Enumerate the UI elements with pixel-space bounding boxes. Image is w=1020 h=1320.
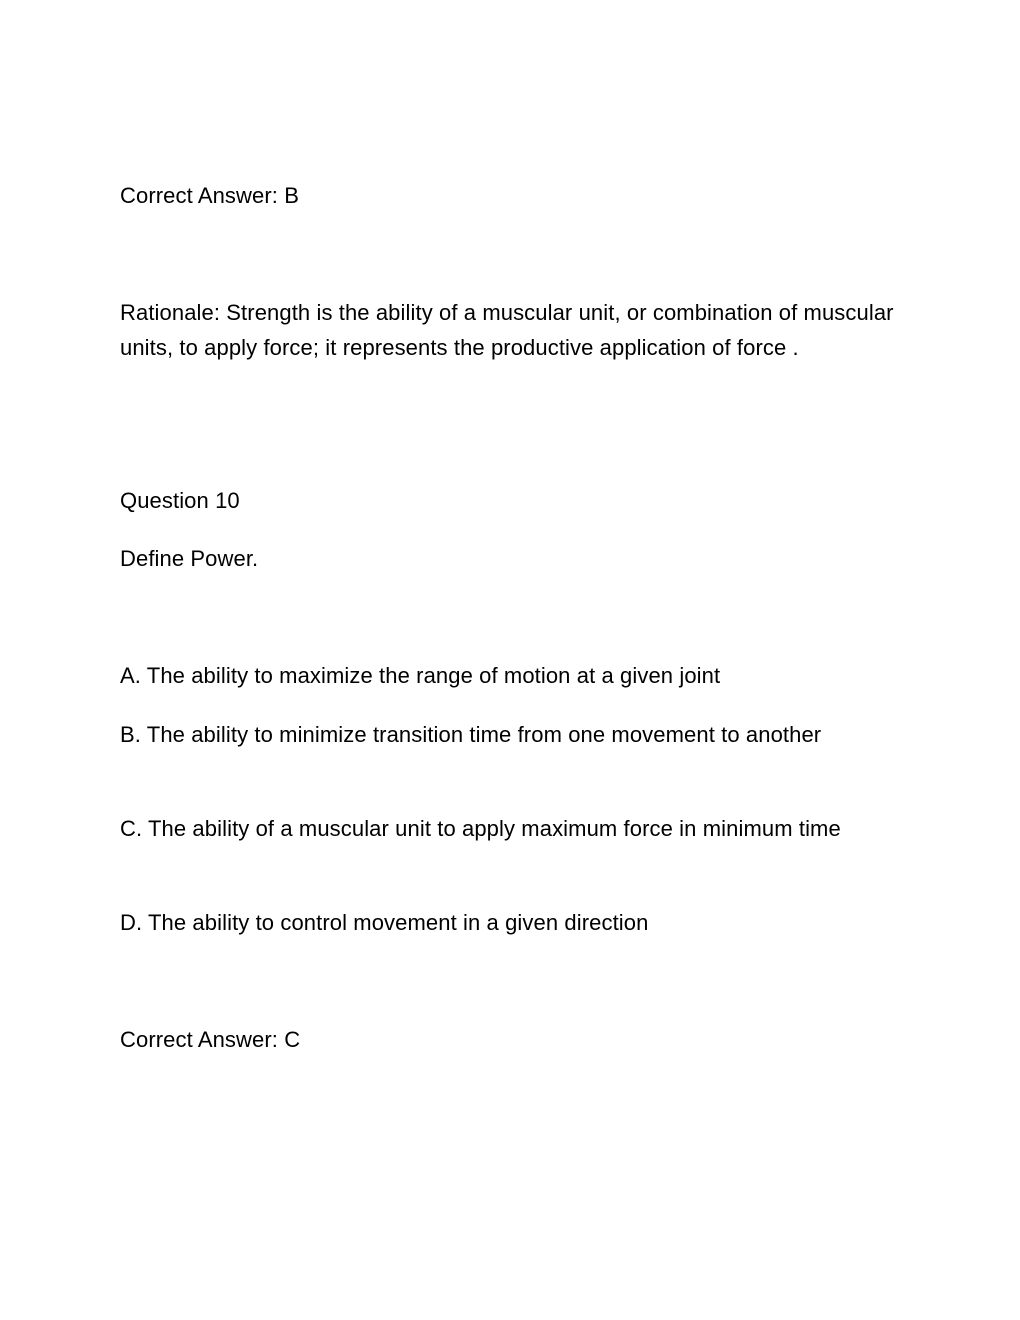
option-d: D. The ability to control movement in a given direction (120, 910, 649, 935)
previous-correct-answer: Correct Answer: B (120, 183, 299, 208)
rationale-text: Rationale: Strength is the ability of a muscular unit, or combination of muscular units, to apply force; it represents the productive application of force . (120, 300, 894, 360)
question-label: Question 10 (120, 488, 240, 513)
option-c: C. The ability of a muscular unit to apply maximum force in minimum time (120, 816, 841, 841)
option-a: A. The ability to maximize the range of motion at a given joint (120, 663, 721, 688)
question-text: Define Power. (120, 546, 259, 571)
correct-answer: Correct Answer: C (120, 1027, 301, 1052)
option-b: B. The ability to minimize transition time from one movement to another (120, 722, 822, 747)
